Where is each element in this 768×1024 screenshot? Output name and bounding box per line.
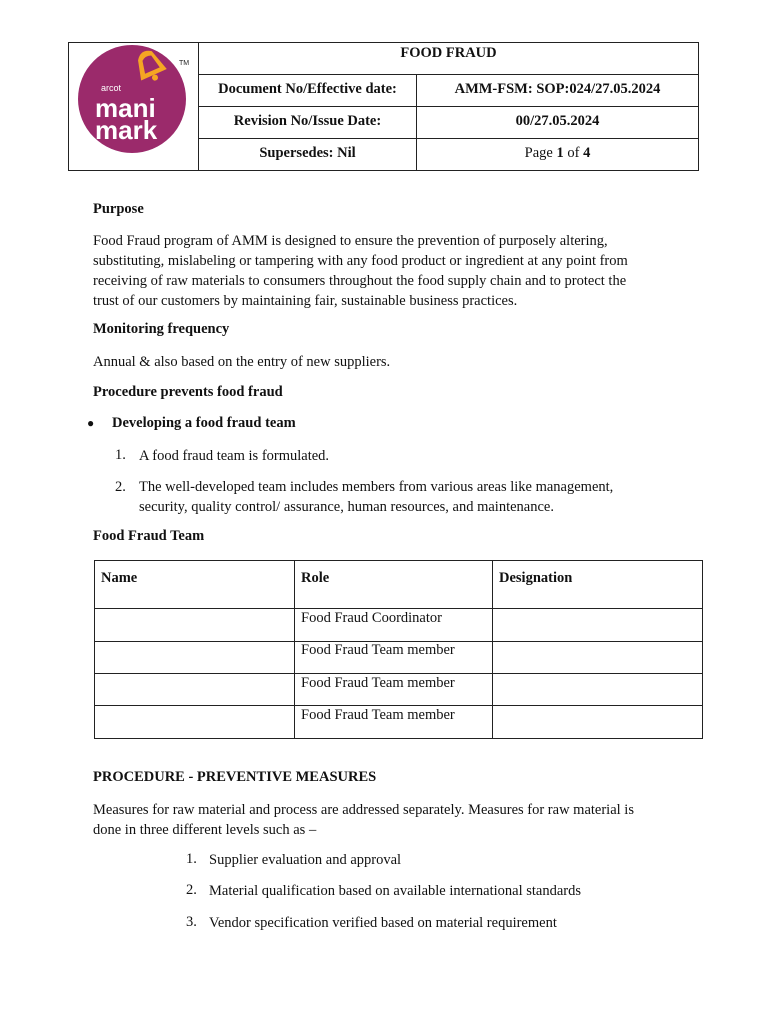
- column-header-designation: Designation: [499, 570, 573, 586]
- bullet-icon: ●: [87, 416, 95, 430]
- monitoring-text: Annual & also based on the entry of new suppliers.: [93, 354, 391, 370]
- svg-text:mani: mani: [95, 93, 156, 123]
- document-header-table: [68, 42, 699, 171]
- table-row: Food Fraud Team member: [301, 642, 455, 658]
- preventive-item-1: Supplier evaluation and approval: [209, 852, 402, 868]
- procedure-item-1: A food fraud team is formulated.: [139, 448, 330, 464]
- table-row: Food Fraud Team member: [301, 707, 455, 723]
- header-row-document-no: Document No/Effective date: AMM-FSM: SOP:024/27.05.2024: [199, 75, 698, 107]
- svg-text:TM: TM: [179, 60, 190, 67]
- monitoring-heading: Monitoring frequency: [93, 321, 230, 337]
- svg-text:mark: mark: [95, 115, 158, 145]
- document-page: TM arcot mani mark FOOD FRAUD Document No/Effective date: AMM-FSM: SOP:024/27.05.2024 Revision No/Issue Date: 00/27.05.2024 Supersedes: Nil Page 1 of 4 Purpose Food Fraud program of AMM is designed to ensure the prevention of purposely altering, substituting, mislabeling or tampering with any food product or ingredient at any point from receiving of raw materials to consumers throughout the food supply chain and to protect the trust of our customers by maintaining fair, sustainable business practices. Monitoring frequency Annual & also based on the entry of new suppliers. Procedure prevents food fraud ● Developing a food fraud team 1. A food fraud team is formulated. 2. The well-developed team includes members from various areas like management, security, quality control/ assurance, human resources, and maintenance. Food Fraud Team Name Role Designation Food Fraud Coordinator Food Fraud Team member Food Fraud Team member Food Fraud Team member PROCEDURE - PREVENTIVE MEASURES Measures for raw material and process are addressed separately. Measures for raw material is done in three different levels such as – 1. Supplier evaluation and approval 2. Material qualification based on available international standards 3. Vendor specification verified based on material requirement: [0, 0, 768, 1024]
- preventive-paragraph: Measures for raw material and process are addressed separately. Measures for raw material is done in three different levels such as –: [93, 802, 634, 838]
- food-fraud-team-table: [94, 560, 703, 739]
- bullet-developing-team: Developing a food fraud team: [112, 415, 296, 431]
- preventive-heading: PROCEDURE - PREVENTIVE MEASURES: [93, 769, 377, 785]
- purpose-heading: Purpose: [93, 201, 144, 217]
- procedure-item-2: The well-developed team includes members from various areas like management, security, quality control/ assurance, human resources, and maintenance.: [139, 479, 614, 515]
- document-title: FOOD FRAUD: [199, 43, 698, 75]
- procedure-heading: Procedure prevents food fraud: [93, 384, 283, 400]
- header-row-revision: Revision No/Issue Date: 00/27.05.2024: [199, 107, 698, 139]
- purpose-paragraph: Food Fraud program of AMM is designed to ensure the prevention of purposely altering, substituting, mislabeling or tampering with any food product or ingredient at any point from receiving of raw materials to consumers throughout the food supply chain and to protect the trust of our customers by maintaining fair, sustainable business practices.: [93, 233, 628, 309]
- preventive-item-2: Material qualification based on available international standards: [209, 883, 582, 899]
- preventive-item-3: Vendor specification verified based on material requirement: [209, 915, 557, 931]
- column-header-role: Role: [301, 570, 330, 586]
- svg-text:arcot: arcot: [101, 83, 122, 93]
- logo-cell: [69, 43, 199, 170]
- column-header-name: Name: [101, 570, 138, 586]
- table-row: Food Fraud Coordinator: [301, 610, 442, 626]
- team-heading: Food Fraud Team: [93, 528, 205, 544]
- page-number: Page 1 of 4: [524, 145, 591, 161]
- arcot-mani-mark-logo: [69, 43, 197, 170]
- header-row-supersedes: Supersedes: Nil Page 1 of 4: [199, 139, 698, 171]
- table-row: Food Fraud Team member: [301, 675, 455, 691]
